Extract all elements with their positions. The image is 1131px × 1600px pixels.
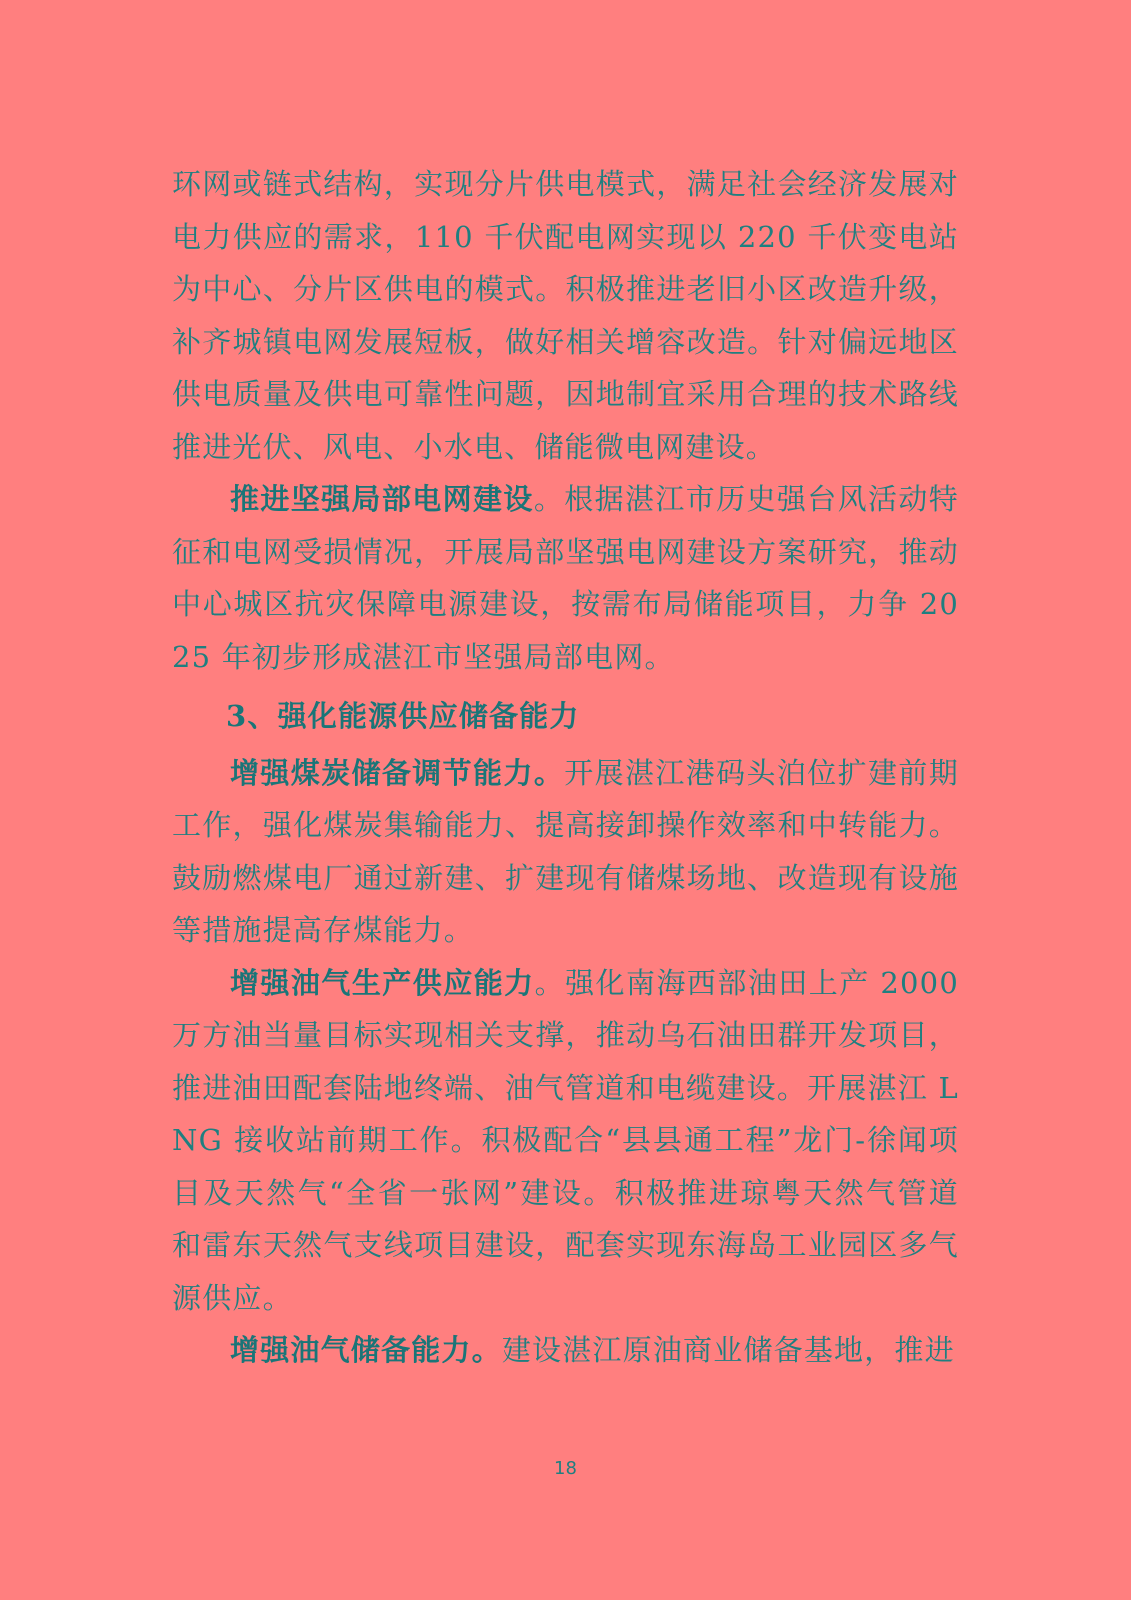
document-body — [172, 158, 959, 1377]
paragraph-5-text: 建设湛江原油商业储备基地，推进 — [501, 1333, 955, 1367]
paragraph-3-lead: 增强煤炭储备调节能力。 — [230, 755, 565, 790]
paragraph-5-lead: 增强油气储备能力。 — [230, 1333, 502, 1367]
paragraph-4-lead: 增强油气生产供应能力 — [230, 965, 535, 1000]
section-heading: 3、强化能源供应储备能力 — [226, 699, 580, 733]
paragraph-1 — [172, 158, 959, 473]
paragraph-4 — [172, 957, 959, 1325]
paragraph-4-text: 。强化南海西部油田上产 2000 万方油当量目标实现相关支撑，推动乌石油田群开发项目，推进油田配套陆地终端、油气管道和电缆建设。开展湛江 LNG 接收站前期工作。积极配合“县县通工程”龙门-徐闻项目及天然气“全省一张网”建设。积极推进琼粤天然气管道和雷东天然气支线项目建设，配套实现东海岛工业园区多气源供应。 — [172, 965, 959, 1315]
paragraph-5 — [172, 1324, 959, 1377]
paragraph-2 — [172, 473, 959, 683]
paragraph-3-text: 开展湛江港码头泊位扩建前期工作，强化煤炭集输能力、提高接卸操作效率和中转能力。鼓励燃煤电厂通过新建、扩建现有储煤场地、改造现有设施等措施提高存煤能力。 — [172, 755, 959, 947]
paragraph-2-lead: 推进坚强局部电网建设 — [230, 482, 534, 516]
page-number: 18 — [554, 1458, 577, 1479]
paragraph-3 — [172, 747, 959, 957]
paragraph-1-text: 环网或链式结构，实现分片供电模式，满足社会经济发展对电力供应的需求，110 千伏配电网实现以 220 千伏变电站为中心、分片区供电的模式。积极推进老旧小区改造升级，补齐城镇电网发展短板，做好相关增容改造。针对偏远地区供电质量及供电可靠性问题，因地制宜采用合理的技术路线推进光伏、风电、小水电、储能微电网建设。 — [172, 167, 959, 464]
paragraph-2-text: 。根据湛江市历史强台风活动特征和电网受损情况，开展局部坚强电网建设方案研究，推动中心城区抗灾保障电源建设，按需布局储能项目，力争 2025 年初步形成湛江市坚强局部电网。 — [172, 482, 959, 674]
